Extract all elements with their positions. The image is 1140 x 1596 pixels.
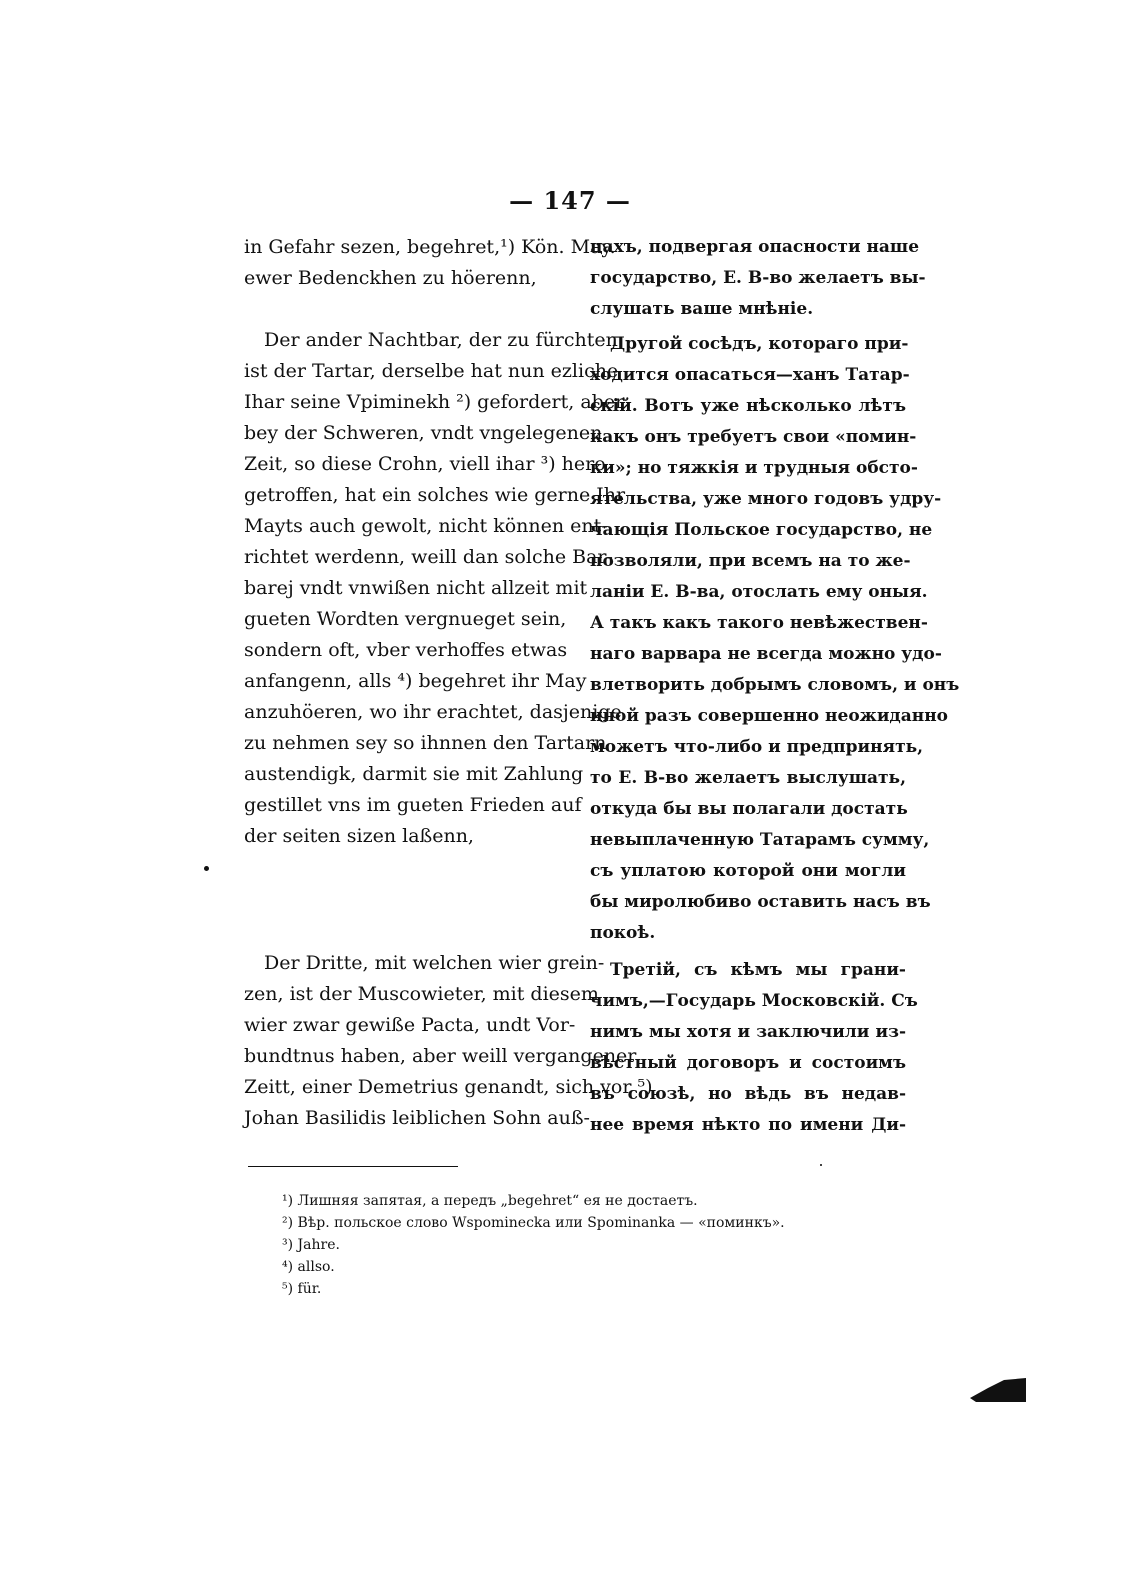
text-line: то Е. В-во желаетъ выслушать, (590, 768, 906, 788)
text-line: нимъ мы хотя и заключили из- (590, 1022, 906, 1042)
ink-dot (204, 866, 209, 871)
text-line: ist der Tartar, derselbe hat nun ezliche (244, 360, 619, 382)
text-line: ходится опасаться—ханъ Татар- (590, 365, 910, 385)
text-line: какъ онъ требуетъ свои «помин- (590, 427, 917, 447)
text-line: чающія Польское государство, не (590, 520, 933, 540)
text-line: wier zwar gewiße Pacta, undt Vor- (244, 1014, 576, 1036)
page-number: — 147 — (509, 186, 631, 215)
text-line: скій. Вотъ уже нѣсколько лѣтъ (590, 396, 906, 416)
text-line: gestillet vns im gueten Frieden auf (244, 794, 582, 816)
text-line: gueten Wordten vergnueget sein, (244, 608, 567, 630)
text-line: ятельства, уже много годовъ удру- (590, 489, 942, 509)
text-line: съ уплатою которой они могли (590, 861, 906, 881)
scan-edge-mark (970, 1376, 1028, 1402)
right-column-russian (590, 232, 960, 1141)
text-line: anfangenn, alls ⁴) begehret ihr May (244, 670, 587, 692)
text-line: Johan Basilidis leiblichen Sohn auß- (244, 1107, 590, 1129)
text-line: ланіи Е. В-ва, отослать ему оныя. (590, 582, 928, 602)
left-paragraph-1 (244, 232, 616, 294)
text-line: richtet werdenn, weill dan solche Bar- (244, 546, 613, 568)
text-line: Ihar seine Vpiminekh ²) gefordert, aber (244, 391, 625, 413)
footnote-divider (248, 1166, 458, 1167)
left-paragraph-3 (244, 948, 653, 1134)
text-line: нее время нѣкто по имени Ди- (590, 1115, 906, 1135)
right-paragraph-1 (590, 232, 926, 325)
text-line: можетъ что-либо и предпринять, (590, 737, 924, 757)
text-line: государство, Е. В-во желаетъ вы- (590, 268, 926, 288)
text-line: ки»; но тяжкія и трудныя обсто- (590, 458, 918, 478)
text-line: въ союзѣ, но вѣдь въ недав- (590, 1084, 906, 1104)
text-line: der seiten sizen laßenn, (244, 825, 474, 847)
text-line: getroffen, hat ein solches wie gerne Ihr (244, 484, 626, 506)
footnote: ¹) Лишняя запятая, а передъ „begehret“ ея не достаетъ. (282, 1193, 698, 1209)
footnote: ⁵) für. (282, 1281, 322, 1297)
text-line: иной разъ совершенно неожиданно (590, 706, 949, 726)
text-line: А такъ какъ такого невѣжествен- (590, 613, 928, 633)
text-line: in Gefahr sezen, begehret,¹) Kön. May. (244, 236, 616, 258)
text-line: наго варвара не всегда можно удо- (590, 644, 942, 664)
footnotes (282, 1190, 902, 1300)
text-line: bey der Schweren, vndt vngelegenen (244, 422, 603, 444)
ink-speck (820, 1164, 822, 1166)
left-paragraph-2 (244, 325, 626, 852)
text-line: barej vndt vnwißen nicht allzeit mit (244, 577, 588, 599)
text-line: Mayts auch gewolt, nicht können ent- (244, 515, 608, 537)
text-line: откуда бы вы полагали достать (590, 799, 908, 819)
text-line: ewer Bedenckhen zu höerenn, (244, 267, 537, 289)
text-line: вѣстный договоръ и состоимъ (590, 1053, 906, 1073)
text-line: Третій, съ кѣмъ мы грани- (610, 960, 906, 980)
text-line: zu nehmen sey so ihnnen den Tartarn (244, 732, 607, 754)
text-line: Zeitt, einer Demetrius genandt, sich vor ⁵) (244, 1076, 653, 1098)
text-line: слушать ваше мнѣніе. (590, 299, 814, 319)
text-line: Другой сосѣдъ, котораго при- (610, 334, 909, 354)
footnote: ²) Вѣр. польское слово Wspominecka или Spominanka — «поминкъ». (282, 1215, 785, 1231)
text-line: цахъ, подвергая опасности наше (590, 237, 920, 257)
text-line: Zeit, so diese Crohn, viell ihar ³) hero (244, 453, 606, 475)
footnote: ³) Jahre. (282, 1237, 340, 1253)
text-line: austendigk, darmit sie mit Zahlung (244, 763, 584, 785)
text-line: позволяли, при всемъ на то же- (590, 551, 911, 571)
right-paragraph-2 (590, 329, 960, 949)
text-line: Der Dritte, mit welchen wier grein- (264, 952, 605, 974)
text-line: anzuhöeren, wo ihr erachtet, dasjenige (244, 701, 622, 723)
footnote: ⁴) allso. (282, 1259, 335, 1275)
right-paragraph-3 (590, 955, 918, 1141)
text-line: bundtnus haben, aber weill vergangener (244, 1045, 637, 1067)
text-line: Der ander Nachtbar, der zu fürchten (264, 329, 618, 351)
text-line: невыплаченную Татарамъ сумму, (590, 830, 930, 850)
text-line: влетворить добрымъ словомъ, и онъ (590, 675, 960, 695)
text-line: sondern oft, vber verhoffes etwas (244, 639, 568, 661)
text-line: zen, ist der Muscowieter, mit diesem (244, 983, 599, 1005)
text-line: бы миролюбиво оставить насъ въ (590, 892, 931, 912)
text-line: покоѣ. (590, 923, 656, 943)
text-line: чимъ,—Государь Московскій. Съ (590, 991, 918, 1011)
